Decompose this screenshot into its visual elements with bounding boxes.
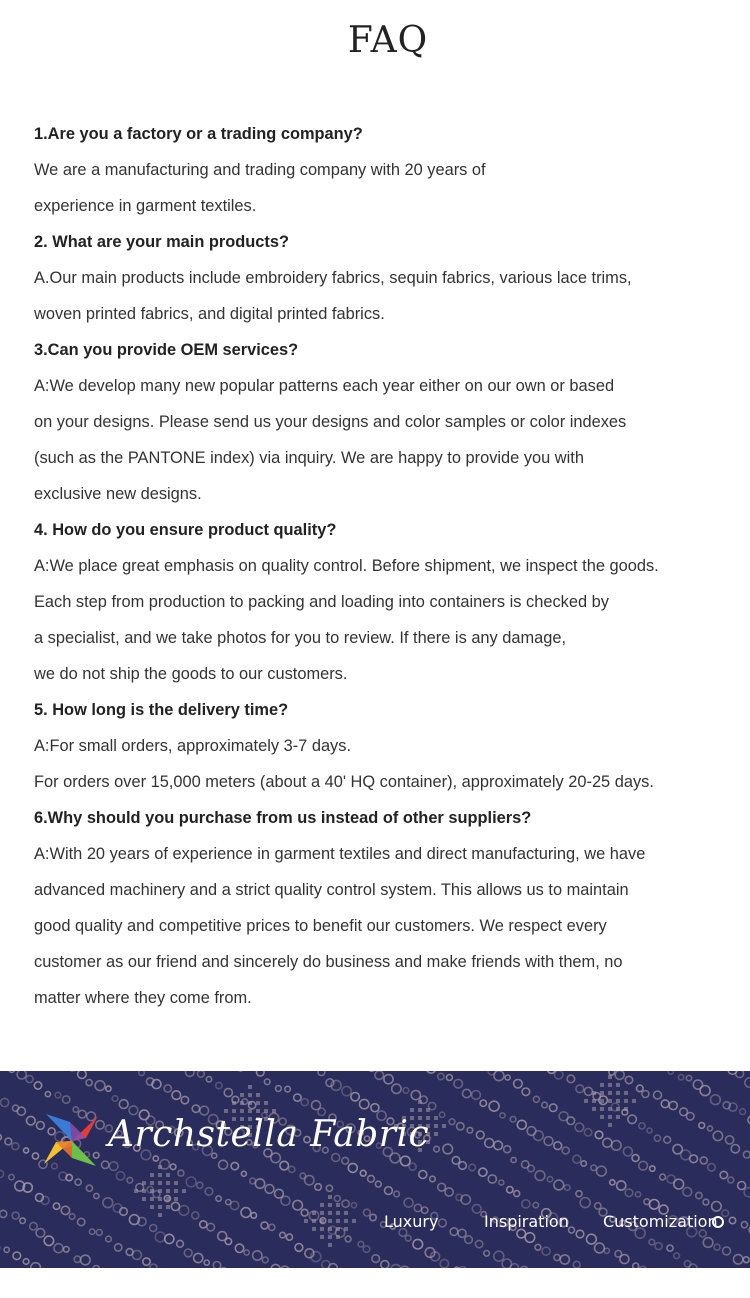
faq-list xyxy=(34,116,734,1016)
faq-answer-line: For orders over 15,000 meters (about a 40' HQ container), approximately 20-25 days. xyxy=(34,773,654,791)
faq-answer-line: We are a manufacturing and trading company with 20 years of xyxy=(34,161,486,179)
faq-answer-line: A:With 20 years of experience in garment textiles and direct manufacturing, we have xyxy=(34,845,646,863)
faq-answer-line: A:We develop many new popular patterns each year either on our own or based xyxy=(34,377,615,395)
brand-name: Archstella Fabric xyxy=(108,1114,430,1155)
faq-answer-line: A:We place great emphasis on quality control. Before shipment, we inspect the goods. xyxy=(34,557,659,575)
faq-question: 4. How do you ensure product quality? xyxy=(34,521,337,539)
faq-answer-line: A:For small orders, approximately 3-7 days. xyxy=(34,737,352,755)
faq-answer-line: we do not ship the goods to our customers. xyxy=(34,665,348,683)
nav-dot-icon xyxy=(712,1216,724,1228)
faq-question: 3.Can you provide OEM services? xyxy=(34,341,299,359)
nav-luxury[interactable]: Luxury xyxy=(384,1212,439,1231)
sequin-fabric-background xyxy=(0,1071,750,1268)
faq-answer-line: Each step from production to packing and loading into containers is checked by xyxy=(34,593,609,611)
faq-answer-line: (such as the PANTONE index) via inquiry. We are happy to provide you with xyxy=(34,449,584,467)
faq-answer-line: good quality and competitive prices to benefit our customers. We respect every xyxy=(34,917,607,935)
nav-inspiration[interactable]: Inspiration xyxy=(484,1212,569,1231)
faq-question: 5. How long is the delivery time? xyxy=(34,701,289,719)
faq-answer-line: matter where they come from. xyxy=(34,989,252,1007)
faq-answer-line: woven printed fabrics, and digital printed fabrics. xyxy=(34,305,385,323)
faq-answer-line: on your designs. Please send us your designs and color samples or color indexes xyxy=(34,413,627,431)
brand-banner xyxy=(0,1071,750,1268)
faq-answer-line: advanced machinery and a strict quality control system. This allows us to maintain xyxy=(34,881,629,899)
page-title: FAQ xyxy=(347,20,429,61)
faq-answer-line: a specialist, and we take photos for you to review. If there is any damage, xyxy=(34,629,567,647)
nav-customization[interactable]: Customization xyxy=(603,1212,718,1231)
faq-answer-line: experience in garment textiles. xyxy=(34,197,257,215)
faq-question: 1.Are you a factory or a trading company? xyxy=(34,125,363,143)
banner-nav xyxy=(0,1212,750,1236)
faq-question: 6.Why should you purchase from us instead of other suppliers? xyxy=(34,809,532,827)
faq-question: 2. What are your main products? xyxy=(34,233,290,251)
faq-answer-line: exclusive new designs. xyxy=(34,485,202,503)
star-pinwheel-logo-icon xyxy=(40,1108,104,1174)
faq-answer-line: A.Our main products include embroidery fabrics, sequin fabrics, various lace trims, xyxy=(34,269,632,287)
faq-answer-line: customer as our friend and sincerely do business and make friends with them, no xyxy=(34,953,623,971)
